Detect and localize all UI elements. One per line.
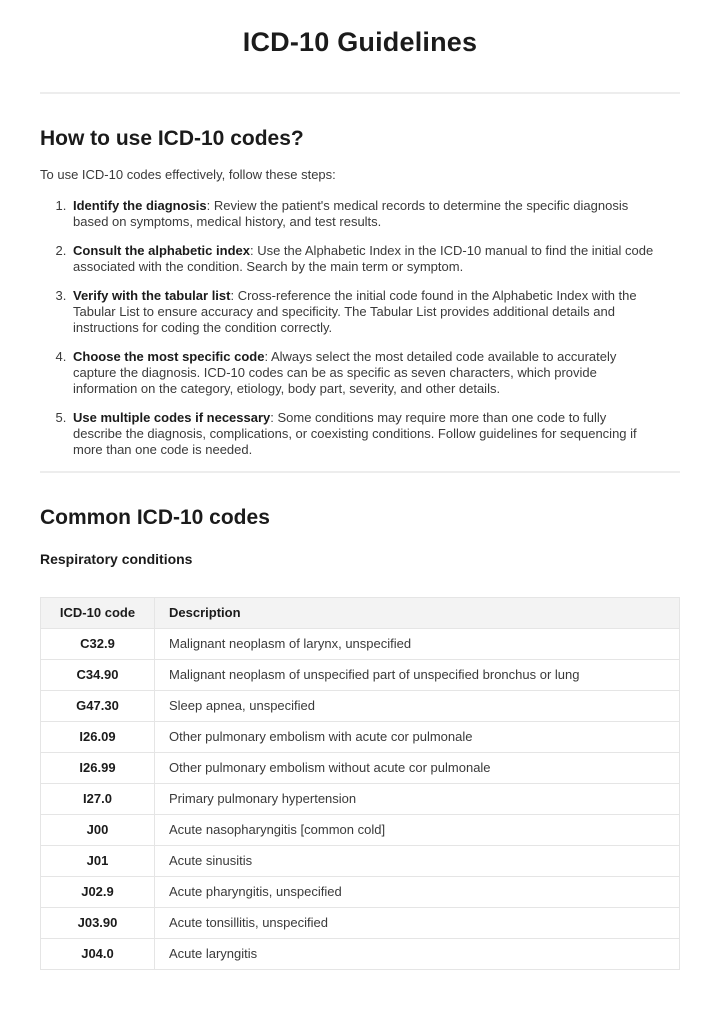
- page-title: ICD-10 Guidelines: [242, 27, 478, 57]
- how-to-intro: To use ICD-10 codes effectively, follow these steps:: [40, 167, 336, 182]
- code-cell: C34.90: [41, 660, 155, 691]
- description-cell: Acute pharyngitis, unspecified: [155, 877, 680, 908]
- step-text: : Some conditions may require more than one code to fully describe the diagnosis, complications, or coexisting conditions. Follow guidelines for sequencing if more than one code is needed.: [73, 410, 637, 457]
- step-text: : Use the Alphabetic Index in the ICD-10 manual to find the initial code associated with the condition. Search by the main term or symptom.: [73, 243, 654, 274]
- icd-codes-table: [40, 597, 680, 970]
- code-cell: J03.90: [41, 908, 155, 939]
- common-codes-section: [40, 505, 680, 970]
- step-item: [70, 198, 658, 230]
- code-cell: J00: [41, 815, 155, 846]
- how-to-section: [40, 126, 680, 458]
- table-row: [41, 691, 680, 722]
- description-cell: Malignant neoplasm of larynx, unspecified: [155, 629, 680, 660]
- step-text: : Cross-reference the initial code found in the Alphabetic Index with the Tabular List to ensure accuracy and specificity. The Tabular List provides additional details and instructions for coding the condition correctly.: [73, 288, 637, 335]
- step-term: Choose the most specific code: [73, 349, 265, 364]
- description-cell: Acute tonsillitis, unspecified: [155, 908, 680, 939]
- table-header-row: [41, 598, 680, 629]
- respiratory-conditions-subheading: Respiratory conditions: [40, 551, 193, 567]
- code-cell: G47.30: [41, 691, 155, 722]
- table-row: [41, 877, 680, 908]
- divider: [40, 92, 680, 94]
- step-term: Verify with the tabular list: [73, 288, 231, 303]
- code-cell: I27.0: [41, 784, 155, 815]
- table-row: [41, 629, 680, 660]
- step-item: [70, 288, 658, 336]
- table-row: [41, 660, 680, 691]
- table-row: [41, 908, 680, 939]
- description-cell: Malignant neoplasm of unspecified part of unspecified bronchus or lung: [155, 660, 680, 691]
- code-cell: C32.9: [41, 629, 155, 660]
- description-column-header: Description: [155, 598, 680, 629]
- description-cell: Sleep apnea, unspecified: [155, 691, 680, 722]
- divider: [40, 471, 680, 473]
- common-codes-heading: Common ICD-10 codes: [40, 506, 270, 529]
- table-row: [41, 722, 680, 753]
- table-row: [41, 815, 680, 846]
- code-cell: J02.9: [41, 877, 155, 908]
- table-row: [41, 784, 680, 815]
- description-cell: Acute laryngitis: [155, 939, 680, 970]
- code-cell: I26.99: [41, 753, 155, 784]
- how-to-heading: How to use ICD-10 codes?: [40, 127, 304, 150]
- step-text: : Always select the most detailed code available to accurately capture the diagnosis. ICD-10 codes can be as specific as seven characters, which provide information on the category, etiology, body part, severity, and other details.: [73, 349, 617, 396]
- description-cell: Primary pulmonary hypertension: [155, 784, 680, 815]
- steps-list: [40, 198, 680, 458]
- step-text: : Review the patient's medical records to determine the specific diagnosis based on symptoms, medical history, and test results.: [73, 198, 629, 229]
- step-item: [70, 243, 658, 275]
- step-item: [70, 349, 658, 397]
- description-cell: Acute sinusitis: [155, 846, 680, 877]
- code-column-header: ICD-10 code: [41, 598, 155, 629]
- code-cell: I26.09: [41, 722, 155, 753]
- step-term: Consult the alphabetic index: [73, 243, 250, 258]
- description-cell: Other pulmonary embolism with acute cor pulmonale: [155, 722, 680, 753]
- step-item: [70, 410, 658, 458]
- description-cell: Other pulmonary embolism without acute cor pulmonale: [155, 753, 680, 784]
- code-cell: J04.0: [41, 939, 155, 970]
- table-row: [41, 846, 680, 877]
- code-cell: J01: [41, 846, 155, 877]
- step-term: Use multiple codes if necessary: [73, 410, 271, 425]
- table-row: [41, 753, 680, 784]
- table-row: [41, 939, 680, 970]
- description-cell: Acute nasopharyngitis [common cold]: [155, 815, 680, 846]
- step-term: Identify the diagnosis: [73, 198, 207, 213]
